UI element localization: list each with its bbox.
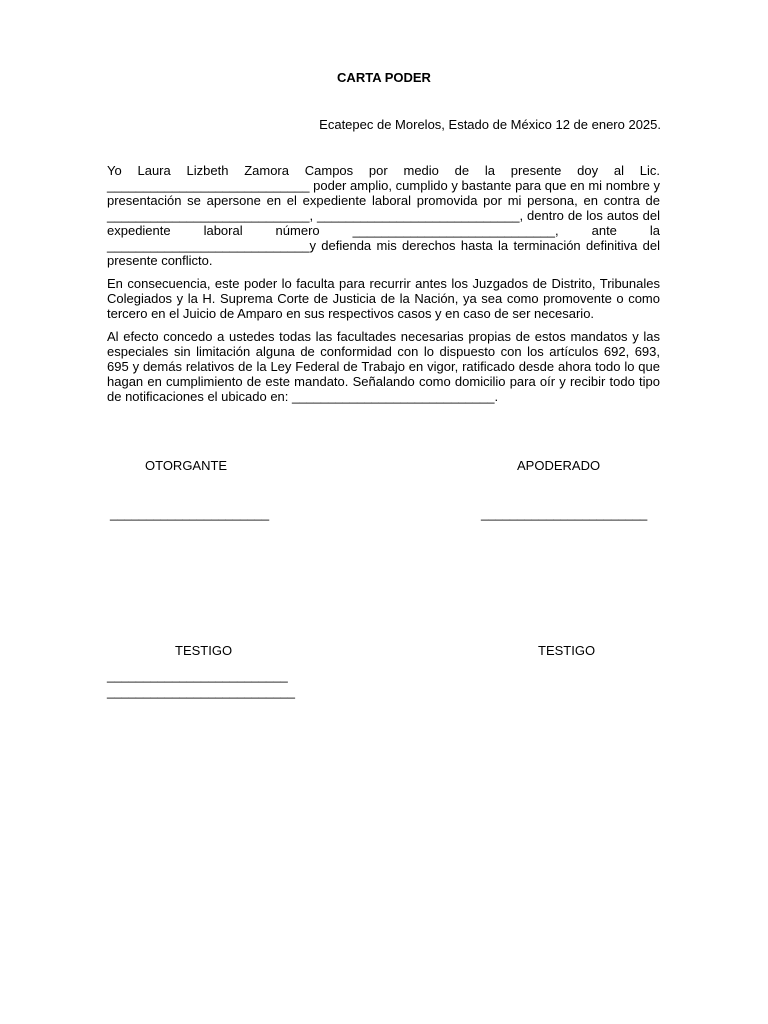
testigo-right-label: TESTIGO <box>538 643 596 658</box>
document-title: CARTA PODER <box>337 70 431 85</box>
apoderado-label: APODERADO <box>517 458 601 473</box>
date-line: Ecatepec de Morelos, Estado de México 12 de enero 2025. <box>319 117 661 132</box>
testigo-signature-line-2: __________________________ <box>107 684 295 699</box>
apoderado-signature-line: _______________________ <box>481 506 648 521</box>
otorgante-label: OTORGANTE <box>145 458 228 473</box>
paragraph-grant: Yo Laura Lizbeth Zamora Campos por medio de la presente doy al Lic. ____________________________ poder amplio, cumplido y bastante para que en mi nombre y presentación se apersone en el expediente laboral promovida por mi persona, en contra de ____________________________, ____________________________, dentro de los autos del expediente laboral número ____________________________, ante la ____________________________y defienda mis derechos hasta la terminación definitiva del presente conflicto. <box>107 163 660 268</box>
paragraph-legal-basis: Al efecto concedo a ustedes todas las facultades necesarias propias de estos mandatos y las especiales sin limitación alguna de conformidad con lo dispuesto con los artículos 692, 693, 695 y demás relativos de la Ley Federal de Trabajo en vigor, ratificado desde ahora todo lo que hagan en cumplimiento de este mandato. Señalando como domicilio para oír y recibir todo tipo de notificaciones el ubicado en: ____________________________. <box>107 329 660 404</box>
testigo-signature-line-1: _________________________ <box>107 668 288 683</box>
otorgante-signature-line: ______________________ <box>110 506 270 521</box>
testigo-left-label: TESTIGO <box>175 643 233 658</box>
paragraph-faculties: En consecuencia, este poder lo faculta para recurrir antes los Juzgados de Distrito, Tribunales Colegiados y la H. Suprema Corte de Justicia de la Nación, ya sea como promovente o como tercero en el Juicio de Amparo en sus respectivos casos y en caso de ser necesario. <box>107 276 660 321</box>
document-body <box>107 163 660 412</box>
